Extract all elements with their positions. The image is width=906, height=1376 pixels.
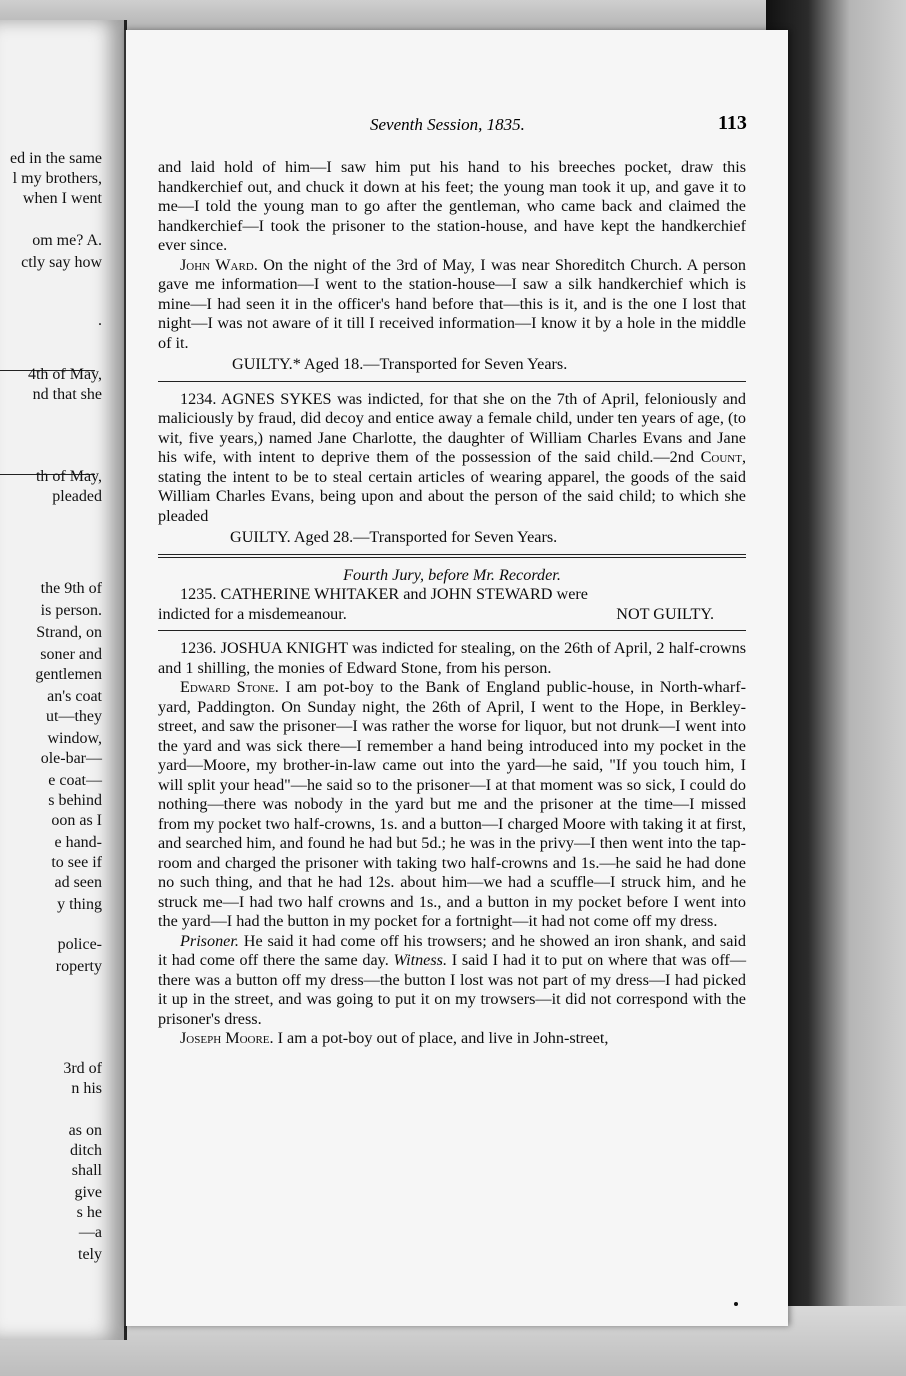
left-page-text-fragment: the 9th of (40, 580, 102, 597)
left-page-text-fragment: . (98, 312, 102, 329)
left-page-text-fragment: police- (57, 936, 102, 953)
case-1234 (158, 390, 746, 527)
left-page-text-fragment: an's coat (47, 688, 102, 705)
case-number: 1234. (180, 389, 217, 408)
statement-text: I said I had it to put on where that was off—there was a button off my dress—the button I lost was not part of my dress—I had picked it up in the street, and was going to put it on my trowsers—it did not correspond with the prisoner's dress. (158, 951, 747, 1028)
case-1235 (158, 585, 746, 605)
prisoner-statement (158, 932, 746, 1030)
testimony-john-ward (158, 256, 746, 354)
indictment-text: was indicted for stealing, on the 26th of April, 2 half-crowns and 1 shilling, the monies of Edward Stone, from his person. (158, 639, 747, 677)
left-page-text-fragment: to see if (51, 854, 102, 871)
count-label: Count, (700, 448, 747, 466)
left-page-text-fragment: e hand- (54, 834, 102, 851)
left-page-text-fragment: ditch (70, 1142, 102, 1159)
left-page-text-fragment: —a (78, 1224, 102, 1241)
case-1235-line (158, 605, 746, 625)
left-page-text-fragment: ctly say how (21, 254, 102, 271)
left-page-text-fragment: om me? A. (32, 232, 102, 249)
ink-speck (734, 1302, 738, 1306)
left-page-text-fragment: as on (68, 1122, 102, 1139)
case-1236 (158, 639, 746, 678)
case-number: 1236. (180, 639, 217, 657)
left-page-text-fragment: e coat— (48, 772, 102, 789)
left-page-text-fragment: is person. (40, 602, 102, 619)
book-page (124, 30, 788, 1326)
left-page-text-fragment: Strand, on (36, 624, 102, 641)
left-page-text-fragment: y thing (57, 896, 102, 913)
left-page-text-fragment: shall (71, 1162, 102, 1179)
left-page-text-fragment: ad seen (54, 874, 102, 891)
left-page-text-fragment: ole-bar— (40, 750, 102, 767)
left-page-text-fragment: nd that she (32, 386, 102, 403)
left-page-text-fragment: s he (76, 1204, 102, 1221)
page-header (158, 112, 758, 142)
defendant-name: AGNES SYKES (220, 389, 332, 408)
left-page-text-fragment: when I went (22, 190, 102, 207)
witness-label: Witness. (393, 951, 447, 969)
continuation-paragraph: and laid hold of him—I saw him put his hand to his breeches pocket, draw this handkerchief out, and chuck it down at his feet; the young man took it up, and gave it to me—I told the young man to go after the gentleman, who came back and claimed the handkerchief—I took the prisoner to the station-house, and have kept the handkerchief ever since. (158, 158, 746, 254)
left-page-text-fragment: l my brothers, (12, 170, 102, 187)
section-rule (158, 630, 746, 631)
indictment-text: was indicted, for that she on the 7th of April, feloniously and maliciously by fraud, did decoy and entice away a female child, under ten years of age, (to wit, five years,) named Jane Charlotte, the daughter of William Charles Evans and Jane his wife, with intent to deprive them of the possession of the said child.—2nd (158, 389, 746, 466)
testimony-text: On the night of the 3rd of May, I was near Shoreditch Church. A person gave me information—I went to the station-house—I saw a silk handkerchief which is mine—I had seen it in the officer's hand before that—this is it, and is the one I lost that night—I was not aware of it till I received information—I know it by a hole in the middle of it. (158, 255, 746, 352)
left-page-text-fragment: n his (71, 1080, 102, 1097)
testimony-text: I am pot-boy to the Bank of England public-house, in North-wharf-yard, Paddington. On Sunday night, the 26th of April, I went to the Hope, in Berkley-street, and saw the prisoner—I was rather the worse for liquor, but not drunk—I went into the yard and was sick there—I remember a hand being introduced into my pocket in the yard—Moore, my brother-in-law came out into the yard—he said, "If you touch him, I will split your head"—he said so to the prisoner—I at that moment was so sick, I could do nothing—there was nobody in the yard but me and the prisoner at the time—I missed from my pocket two half-crowns, 1s. and a button—I charged Moore with taking it at first, and searched him, and found he had but 5d.; he was in the privy—I then went into the tap-room and charged the prisoner with taking two half-crowns and 1s.—he said he had done no such thing, and that he had 12s. about him—we had a scuffle—I struck him, and he struck me—I had two half crowns and 1s., and a button in my pocket before I went into the yard—I had the button in my pocket for a fortnight—it had not come off my dress. (158, 678, 746, 930)
testimony-edward-stone (158, 678, 746, 932)
page-number: 113 (718, 112, 747, 134)
verdict-line: GUILTY. Aged 28.—Transported for Seven Years. (230, 528, 558, 546)
indictment-text: stating the intent to be to steal certain articles of wearing apparel, the goods of the said William Charles Evans, being upon and about the person of the said child; to which she pleaded (158, 467, 746, 525)
prisoner-label: Prisoner. (180, 931, 239, 950)
indictment-text: indicted for a misdemeanour. (158, 604, 347, 623)
left-page-text-fragment: th of May, (35, 468, 102, 485)
left-page-text-fragment: roperty (55, 958, 102, 975)
running-title: Seventh Session, 1835. (370, 115, 525, 134)
page-body (158, 158, 746, 1049)
statement-text: He said it had come off his trowsers; and he showed an iron shank, and said it had come off there the same day. (158, 931, 746, 969)
case-number: 1235. (180, 585, 217, 603)
left-page-text-fragment: give (74, 1184, 102, 1201)
defendant-name: JOSHUA KNIGHT (220, 639, 348, 657)
indictment-text: were (556, 585, 588, 603)
left-page-text-fragment: 3rd of (63, 1060, 102, 1077)
witness-name: John Ward. (180, 255, 258, 274)
testimony-joseph-moore (158, 1029, 746, 1049)
verdict-not-guilty: NOT GUILTY. (616, 604, 714, 623)
left-page-text-fragment: 4th of May, (27, 366, 102, 383)
left-page-text-fragment: pleaded (52, 488, 102, 505)
left-page-text-fragment: soner and (40, 646, 102, 663)
section-rule (158, 554, 746, 558)
left-page-text-fragment: oon as I (51, 812, 102, 829)
defendant-names: CATHERINE WHITAKER and JOHN STEWARD (220, 585, 553, 603)
left-page-text-fragment: ut—they (46, 708, 102, 725)
left-page-text-fragment: s behind (48, 792, 102, 809)
witness-name: Edward Stone. (180, 678, 279, 696)
left-page-text-fragment: tely (78, 1246, 102, 1263)
verdict-line: GUILTY.* Aged 18.—Transported for Seven Years. (232, 355, 568, 373)
witness-name: Joseph Moore. (180, 1029, 274, 1047)
left-page-text-fragment: ed in the same (10, 150, 102, 167)
left-page-text-fragment: window, (47, 730, 102, 747)
previous-page-fragment (0, 20, 127, 1340)
testimony-text: I am a pot-boy out of place, and live in John-street, (277, 1029, 609, 1047)
left-page-text-fragment: gentlemen (35, 666, 102, 683)
jury-heading: Fourth Jury, before Mr. Recorder. (343, 565, 561, 584)
section-rule (158, 381, 746, 382)
